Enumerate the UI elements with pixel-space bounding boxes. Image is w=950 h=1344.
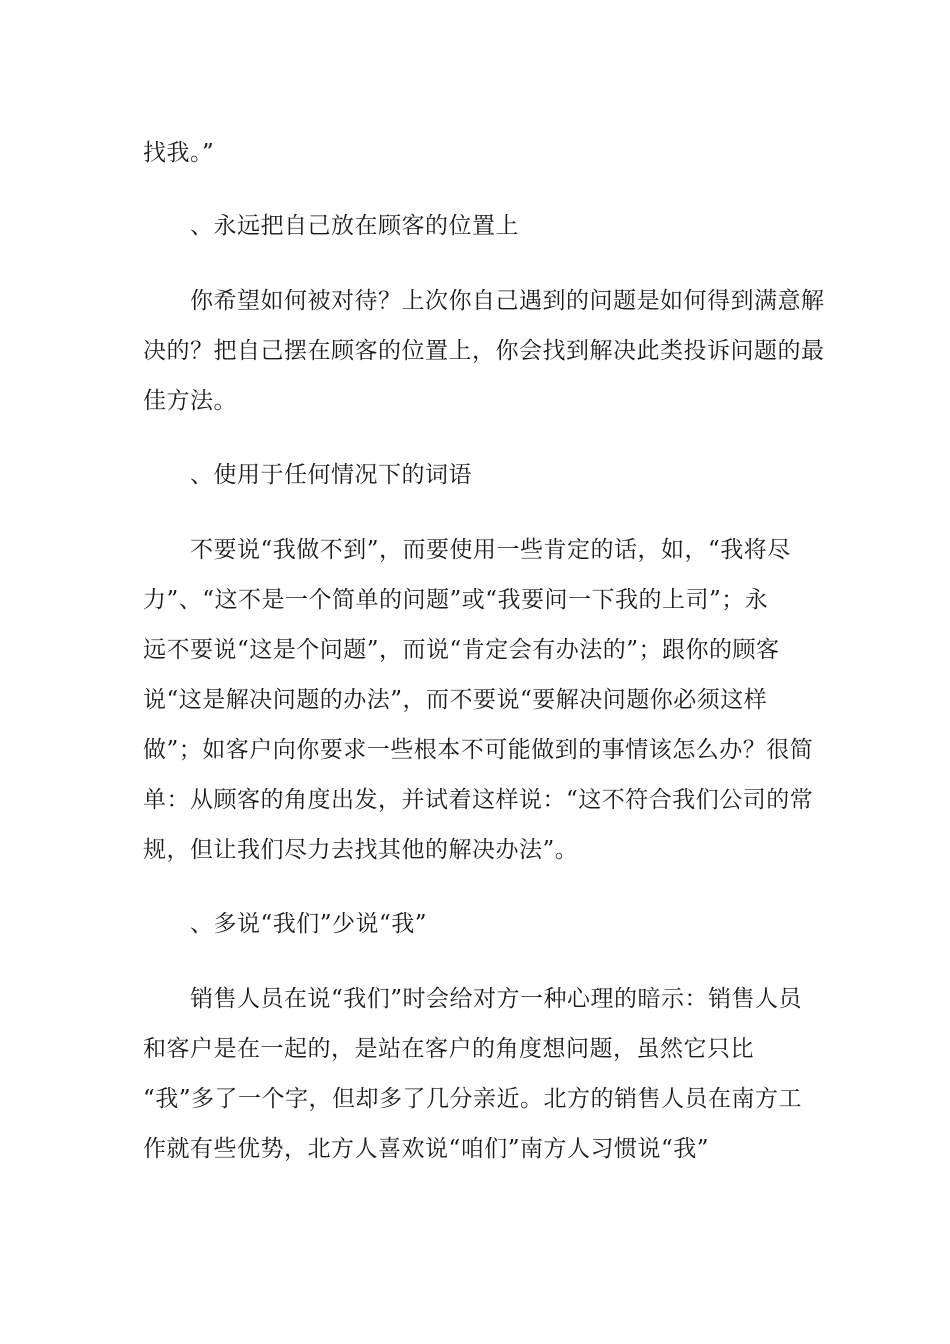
paragraph-line: 规，但让我们尽力去找其他的解决办法”。 (143, 837, 579, 863)
paragraph-line: 你希望如何被对待？上次你自己遇到的问题是如何得到满意解 (190, 288, 825, 314)
paragraph-line: 作就有些优势，北方人喜欢说“咱们”南方人习惯说“我” (143, 1136, 710, 1162)
paragraph-line: 和客户是在一起的，是站在客户的角度想问题，虽然它只比 (143, 1036, 754, 1062)
paragraph-line: “我”多了一个字，但却多了几分亲近。北方的销售人员在南方工 (143, 1086, 803, 1112)
section-heading: 、永远把自己放在顾客的位置上 (190, 213, 519, 239)
section-heading: 、多说“我们”少说“我” (190, 911, 428, 937)
paragraph-line: 力”、“这不是一个简单的问题”或“我要问一下我的上司”；永 (143, 587, 769, 613)
paragraph-line: 远不要说“这是个问题”，而说“肯定会有办法的”；跟你的顾客 (143, 637, 780, 663)
paragraph-line: 说“这是解决问题的办法”，而不要说“要解决问题你必须这样 (143, 687, 768, 713)
paragraph-line: 单：从顾客的角度出发，并试着这样说：“这不符合我们公司的常 (143, 787, 814, 813)
paragraph-line: 销售人员在说“我们”时会给对方一种心理的暗示：销售人员 (190, 986, 803, 1012)
paragraph-line: 做”；如客户向你要求一些根本不可能做到的事情该怎么办？很简 (143, 737, 814, 763)
paragraph-line: 不要说“我做不到”，而要使用一些肯定的话，如，“我将尽 (190, 537, 791, 563)
section-heading: 、使用于任何情况下的词语 (190, 462, 472, 488)
text-line: 找我。” (143, 140, 215, 166)
paragraph-line: 佳方法。 (143, 388, 237, 414)
paragraph-line: 决的？把自己摆在顾客的位置上，你会找到解决此类投诉问题的最 (143, 338, 825, 364)
